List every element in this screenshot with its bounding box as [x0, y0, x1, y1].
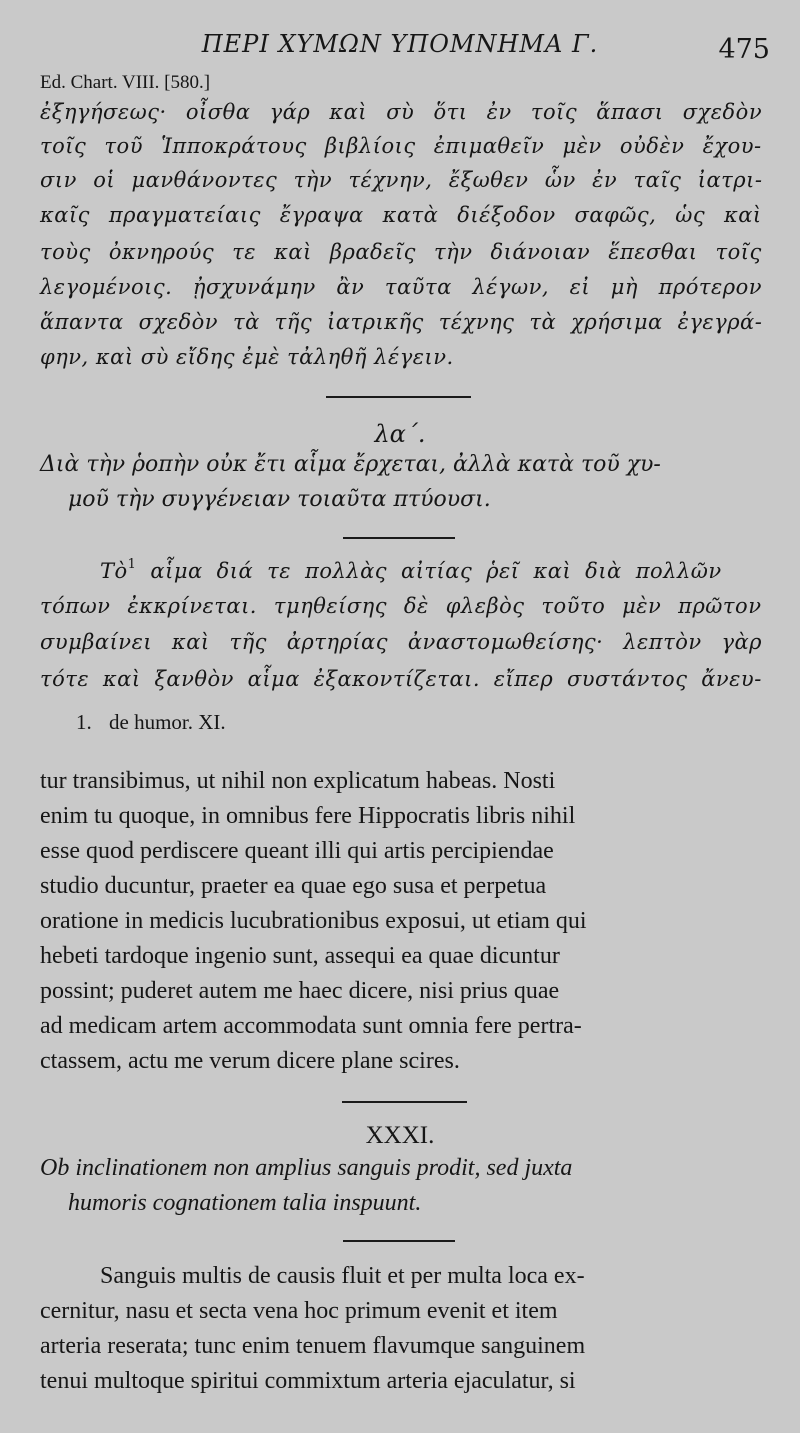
text-line: τοὺς ὀκνηρούς τε καὶ βραδεῖς τὴν διάνοιαν ἕπεσθαι τοῖς	[40, 240, 762, 264]
greek-section-first-line	[100, 557, 722, 583]
footnote-text: de humor. XI.	[109, 710, 226, 734]
text-line: συμβαίνει καὶ τῆς ἀρτηρίας ἀναστομωθείσης· λεπτὸν γὰρ	[40, 630, 763, 654]
greek-section-first-word: Τὸ	[100, 559, 128, 583]
text-line: τόπων ἐκκρίνεται. τμηθείσης δὲ φλεβὸς τοῦτο μὲν πρῶτον	[40, 594, 762, 618]
text-line: ἅπαντα σχεδὸν τὰ τῆς ἰατρικῆς τέχνης τὰ χρήσιμα ἐγεγρά-	[40, 310, 763, 334]
footnote-reference-mark: 1	[127, 557, 137, 572]
page-number: 475	[718, 34, 770, 65]
latin-section-heading-line: humoris cognationem talia inspuunt.	[68, 1190, 422, 1216]
footnote	[76, 710, 226, 735]
text-line: ad medicam artem accommodata sunt omnia fere pertra-	[40, 1013, 582, 1039]
greek-section-number: λα΄.	[374, 420, 426, 448]
text-line: ctassem, actu me verum dicere plane scires.	[40, 1048, 460, 1074]
text-line: Sanguis multis de causis fluit et per multa loca ex-	[100, 1263, 585, 1289]
text-line: λεγομένοις. ᾐσχυνάμην ἂν ταῦτα λέγων, εἰ μὴ πρότερον	[40, 275, 763, 299]
latin-section-heading-line: Ob inclinationem non amplius sanguis prodit, sed juxta	[40, 1155, 573, 1181]
text-line: hebeti tardoque ingenio sunt, assequi ea quae dicuntur	[40, 943, 560, 969]
text-line: enim tu quoque, in omnibus fere Hippocratis libris nihil	[40, 803, 576, 829]
text-line: possint; puderet autem me haec dicere, nisi prius quae	[40, 978, 560, 1004]
greek-section-first-line-rest: αἷμα διά τε πολλὰς αἰτίας ῥεῖ καὶ διὰ πολλῶν	[136, 559, 722, 583]
footnote-mark: 1.	[76, 710, 92, 734]
text-line: σιν οἱ μανθάνοντες τὴν τέχνην, ἔξωθεν ὧν ἐν ταῖς ἰατρι-	[40, 168, 763, 192]
text-line: καῖς πραγματείαις ἔγραψα κατὰ διέξοδον σαφῶς, ὡς καὶ	[40, 203, 762, 227]
text-line: ἐξηγήσεως· οἶσθα γάρ καὶ σὺ ὅτι ἐν τοῖς ἅπασι σχεδὸν	[40, 100, 763, 124]
section-divider	[342, 1101, 467, 1103]
text-line: studio ducuntur, praeter ea quae ego susa et perpetua	[40, 873, 547, 899]
text-line: tenui multoque spiritui commixtum arteria ejaculatur, si	[40, 1368, 576, 1394]
text-line: esse quod perdiscere queant illi qui artis percipiendae	[40, 838, 554, 864]
section-divider	[326, 396, 471, 398]
running-header-title: ΠΕΡΙ ΧΥΜΩΝ ΥΠΟΜΝΗΜΑ Γ.	[201, 30, 599, 58]
edition-reference: Ed. Chart. VIII. [580.]	[40, 72, 211, 93]
text-line: τότε καὶ ξανθὸν αἷμα ἐξακοντίζεται. εἴπερ συστάντος ἄνευ-	[40, 667, 762, 691]
text-line: φην, καὶ σὺ εἴδης ἐμὲ τἀληθῆ λέγειν.	[40, 345, 454, 369]
text-line: tur transibimus, ut nihil non explicatum habeas. Nosti	[40, 768, 556, 794]
section-divider	[343, 537, 455, 539]
latin-section-number: XXXI.	[365, 1122, 435, 1149]
greek-section-heading-line: Διὰ τὴν ῥοπὴν οὐκ ἔτι αἷμα ἔρχεται, ἀλλὰ κατὰ τοῦ χυ-	[40, 452, 661, 477]
text-line: τοῖς τοῦ Ἱπποκράτους βιβλίοις ἐπιμαθεῖν μὲν οὐδὲν ἔχου-	[40, 134, 762, 158]
text-line: arteria reserata; tunc enim tenuem flavumque sanguinem	[40, 1333, 586, 1359]
section-divider	[343, 1240, 455, 1242]
text-line: cernitur, nasu et secta vena hoc primum evenit et item	[40, 1298, 558, 1324]
text-line: oratione in medicis lucubrationibus exposui, ut etiam qui	[40, 908, 587, 934]
greek-section-heading-line: μοῦ τὴν συγγένειαν τοιαῦτα πτύουσι.	[68, 487, 491, 512]
